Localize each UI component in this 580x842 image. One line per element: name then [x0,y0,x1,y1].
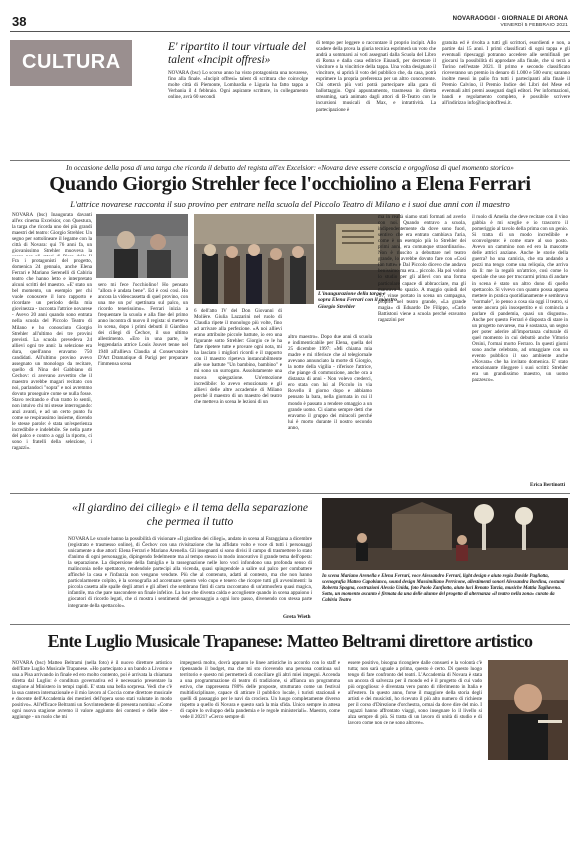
main-article-kicker: In occasione della posa di una targa che ricorda il debutto del regista all'ex Excelsior: «Novara deve essere conscia e orgogliosa di quel momento storico» [66,164,514,172]
photo-stage-image [322,498,568,570]
main-article-subhead: L'attrice novarese racconta il suo provino per entrare nella scuola del Piccolo Teatro di Milano e i suoi due anni con il maestro [70,199,510,209]
divider-rule [10,624,570,625]
masthead [453,16,568,28]
issue-date: VENERDÌ 5 FEBBRAIO 2021 [500,23,568,28]
section-rubric [10,40,132,86]
main-article-headline: Quando Giorgio Strehler fece l'occhiolino a Elena Ferrari [49,173,531,195]
sec3-col-3: essere positivo, bisogna ricongiere dalle consueti e la volontà c'è tutta; non sarà uguale a prima, questo è certo. Di questo luogo tengo di fare confronto del teatri. L'Accademia di Novara è stata un ancora di salvezza per il mondo ed è il progetto di cui vado più orgoglioso: è diventata vero punto di riferimento in Italia e all'estero. In questo anno, forse il maggiore della storia degli artisti e dei musicisti, ho ricevuto il più alto numero di richieste per il corso d'Direzione d'orchestra, ormai da dove dire del mio. I ragazzi hanno affrontato viaggi, sono insegnare lo il livello si alza sempre di più. Si tratta di un lavoro di unità di studio e di lavoro come non ce ne sono altrove». [348,660,482,727]
sec2-headline: «Il giardino dei ciliegi» e il tema della separazione che permea il tutto [72,502,308,528]
masthead-title: NOVARAOGGI - GIORNALE DI ARONA [452,16,568,22]
photo-portrait-image [96,214,188,278]
photo-ceremony-image [194,214,314,304]
main-article-col-6: il ruolo di Amelia che deve recitare con il vino gabbia è mi sceglie e io trascorro il pomeriggio al tavolo della prima con un genio. Si tratta di un modo incredibile e sconvolgente: è come stare al suo posto. Avevo un cammino non ed ero la mascotte delle attrici anziane. Anche le storie della guerra? ho una camicia, che sta andando a pezzi ma tengo come una reliquia, che arriva da lì: me la regalò un'attrice, così come lo speciale che uso per truccarmi prima di andare in scena è stato un altro dono di quello spettacolo. Si vivevo con quanto possa appena mettere in pratica quotidianamente e sembrava "normale", io penso a cosa sia oggi il teatro, si sente ancora più insospettito e si comincia a parlare di pandemia, quasi un disgusto». Anche per questo Ferrari è disposta di stare in un progetto novarese, ma è sostanza, un segno per poter aderire all'importanza culturale di quel momento in cui debuttò anche Vittorio Orsini, l'ormai morto Ferraro. In questi giorni sono anche celebrato, ad omaggiare con un evento pubblico il suo ambiente anche «Novara» che ha invitato domenica. E' stato emozionante rileggere i suoi scritti: Strehler era un grandissimo maestro, un uomo pazzesco». [472,214,568,384]
photo-portrait [96,214,188,278]
photo-conductor [488,660,568,760]
main-article-col-1a: NOVARA (bsc) Inaugurata davanti all'ex cinema Excelsior, con Questura, la targa che ricorda uno dei più grandi maestri del teatro: Giorgio Strehler. Un segno per sottolineare il legame con la città di Novara: qui 76 anni fa, un giovanissimo Strehler muoveva la [12,212,92,255]
rubric-label: CULTURA [22,51,121,73]
top-article-col-3: gratuita ed è rivolta a tutti gli scrittori, esordienti e non, a partire dai 15 anni. I primi classificati di ogni tappa e gli eventuali ripescaggi potranno accedere alle semifinali per giocarsi la possibilità di approdare alla finale, che si terrà a Torino nell'estate 2021. Il primo e secondo classificato riceveranno un premio in denaro di 1.000 e 500 euro; saranno inoltre messi in palio fra tutti i partecipanti alla finale il Premio Calvino, il Premio Indice dei Libri del Mese ed eventuali altri premi assegnati dagli editori. Per informazioni, bandi e regolamento completo, è possibile scrivere all'indirizzo info@incipitoffresi.it. [442,40,570,107]
main-article-signature: Erica Bertinotti [530,482,566,488]
sec2-photo-caption: In scena Mariano Arenella e Elena Ferrari, voce Alessandro Ferrari, light design e aiuto regia Davide Pagliotta, scenografia Matteo Capobianco, sound design Massimiliano Perricone, allestimenti sonori Alessandra Bordina, costumi Roberta Spagna, costruzioni Alessio Unida, foto Paolo Zanfiotto, aiuto luci Renato Tarzia, musiche Mattia Tagliavena. Sotto, un momento ascanto è firmata da una delle alunne del progetto di alternanza «il teatro nella zona» curato da Cabiria Teatro [322,574,565,603]
photo-conductor-image [488,660,568,760]
main-article-col-4: altro maestro». Dopo due anni di scuola e indimenticabile per Elena, quella del 25 dicembre 1997: «Mi chiama mia madre e mi riferisce che al telegiornale avevano annunciato la morte di Giorgio, la notte della vigilia - riferisce l'attrice, che piange di commozione, anche ora a distanza di anni - Non volevo crederci, ero stata con lui al Piccolo in via Rovello il giorno dopo e abbiamo pensato la bara, nella giornata in cui il mondo è passato a rendere omaggio a un grande uomo. Ci siamo sempre detti che eravamo il gruppo dei miracoli perché lui è morto durante il nostro secondo anno, [288,334,372,431]
photo-ceremony [194,214,314,304]
sec3-col-1: NOVARA (bsc) Matteo Beltrami (nella foto) è il nuovo direttore artistico dell'Ente Luglio Musicale Trapanese. «Ho partecipato a un bando a Livorno e una a Pisa arrivando in finale ed ero molto contento, poi è arrivata la chiamata diretta dal Luglio: è conditura governativa ed è necessario presentare la stagione al Ministero in tempi rapidi. E' stata una bella sorpresa. Vedi che c'è la sua cantera internazionale e il mio lavoro al Coccia come direttore musicale e docente dell'Accademia dei mestieri dell'opera sono stati valutate in modo positivo». All'efficace Beltrami un Sovrintendente di presenta nomina: «Come ogni nuova stagione avremo il valore aggiunto dei contesti e delle idee - aggiunge - un ruolo che mi [12,660,172,721]
main-photo-caption: L'inaugurazione della targa e sopra Elena Ferrari con il maestro Giorgio Strehler [318,291,397,310]
main-article-col-5: ma in realtà siamo stati formati ad averlo con noi. Quando entravo a scuola, indipendentemente da dove sono fuori, sentivo che era entrato cambiava l'aria, come è un esempio più lo Strehler dei primi anni, era comunque straordinario». Non è riuscito a debuttare nel teatro grande, lo avrebbe dovuto fare con «Così fan tutte» e Dal Piccolo dicevo che andava benissimo ma era... piccolo. Ha poi voluto lo studio per gli allievi con una forma particolare capace di abbracciare, ma gli mancava lo spazio. A maggio quindi del '97, vinse portato in scena un campagna, proprio nel teatro grande, «La grande magia» di Eduardo De Filippo, «Carlo Battistoni viene a scuola perché eravamo ragazzini per [378,214,466,323]
photo-stage [322,498,568,570]
page-header [0,0,580,36]
main-article-col-1b: Fra i protagonisti del progetto, domenica 24 gennaio, anche Elena Ferrari e Mariano Serenelli di Cabiria teatro che hanno letto e interpretato alcuni scritti del maestro. «E' stato un bel momento, un esempio per chi vuole conoscere il loro rapporto e ricordare un periodo della mia giovinezza - racconta l'attrice novarese - Avevo 20 anni quando sono entrata nella scuola del Piccolo Teatro di Milano e ho conosciuto Giorgio Strehler all'ultimo dei tre provini previsti. La scuola prevedeva 24 allievi ogni tre anni: la selezione era dura, quell'anno eravamo 750 candidati. All'ultimo provino avevo assegnato un monologo da recitare, quello di Nina del Gabbiano di Cechov: ci avevano avvertito che il maestro avrebbe magari recitato con noi, parlandoci "sopra" e noi avremmo dovuto proseguire come se nulla fosse. Stavo recitando e d'un tratto lo sentii, non intuivo chi mi stesse interrogando: anzi avanti, e ad un certo punto fu come se respirassimo insieme, dicendo le stesse parole: è stata un'esperienza incredibile e indelebile. Se nella parte del palco e contro a oggi la riporto, ci sono i fratelli della selezione, i ragazzi». [12,258,92,452]
divider-rule [10,160,570,161]
sec2-signature: Greta Wieth [283,614,311,620]
divider-rule [10,493,570,494]
sec2-body: NOVARA Le scuole hanno la possibilità di visionare «Il giardino dei ciliegi», andato in scena al Faraggiana a dicembre (registrato e trasmesso online), di Čechov con una rivisitazione che ha affidato volto e voce di tutti i personaggi unicamente a due attori: Elena Ferrari e Mariano Arenella. Gli insegnanti si sono divisi il campo di trasmettere lo stato d'animo di ogni personaggio, dipingendo fedelmente ma al tempo stesso in modo innovativo il grande tema dell'opera: la separazione. La dispersione della famiglia e la rassegnazione nelle loro voci infondono una profonda senso di malinconia nelle spettatore, rendendole partecipi alla vicenda, quasi spingendole a salire sul palco per combattere affinché la casa e l'infanzia non vengano vendute. Più che al contenuto, adatti al contesto, ma che non hanno particolarmente colpito, è la scenografia ad accentuare questo velo cupo e tenero che ricopre tutti gli avvenimenti: la piccola casetta alle spalle degli attori e gli alberi che sembrano finti di carta raccontano di un'atmosfera quasi magica, infantile, ma che pare nascondere un finale infelice. La luce che diventa calda e accogliente quando in scena appaiono i giocatori di ricordo legati, che ci mostra i sentimenti del personaggio a ogni loro passo, divenendo con stessa parte integrante della spettacolo». [68,536,312,609]
main-article-col-2: sero mi fece l'occhiolino! Ho pensato "allora è andata bene". Ed è così così. Ho ancora la videocassetta di quel provino, con una me un po' spettinata sul palco, un ricordo tenerissimo». Ferrari inizia a frequentare la scuola e alla fine del primo anno incontra di nuovo il regista: si metteva in scena, dopo i primi debutti il Giardino dei ciliegi di Čechov, il suo ultimo allestimento. «Ero in una parte, le leggendaria attrice Louis Jouvet tenne nel 1940 all'allieva Claudia al Conservatoire D'Art Dramatique di Parigi per preparare l'immensa scena [98,282,188,367]
sec3-col-2: impegnerà molto, dovrà appunto le linee artistiche in accordo con lo staff e ripensando il budget, ma che mi sto ricevendo una persona continua sul territorio e questo mi permetterà di conciliare gli altri miei impegni. Accenda a una programmazione di teatro di tradizione, si affianca un programma estivo, che rappresenta l'80% delle proposte, strutturato come un festival multidisciplinare, capace di attirare il pubblico locale, i turisti stazionali e quelli di passaggio per le navi da crociera. Un luogo completamente diverso rispetto a quello di Novara e questo sarà la mia sfida. Unico sempre in attesa di capire lo sviluppo della pandemia e le regole ministeriali». Maestro, come vede il 2021? «Cerco sempre di [180,660,340,721]
page-number: 38 [12,14,27,29]
main-article-col-3: 6 dell'atto IV del Don Giovanni di Molière. Giulia Lazzarini nel ruolo di Claudia ripete il monologo più volte, fino ad arrivare alla perfezione. «A noi allievi erano attribuite piccole battute, io ero una figurante sotto Strehler: Giorgio ce le ha fatte ripetere tutte e provare ogni nota, mi ha lasciato i migliori ricordi e il rapporto con il maestro ripeteva instancabilmente alle sue battute "Un bambino, bambino" e mi sono un surrogato. Assolutamente una nuova spiegazione. Un'emozione incredibile: lo avevo emozionato e gli allievi delle altre accademie di Milano perché il maestro di un maestro del teatro che metteva in scena le lezioni di un [194,308,282,405]
top-article-col-1: NOVARA (bsc) Lo scorso anno ha visto protagonista una novarese, fino alla finale. «Incipit offresi» talent di scrittura che coinvolge molte città di Piemonte, Lombardia e Liguria ha fatto tappa a Verbania il 4 febbraio. Ogni aspirante scrittore, in collegamento online, avrà 60 secondi [168,70,308,101]
header-rule [10,31,570,32]
sec3-headline: Ente Luglio Musicale Trapanese: Matteo Beltrami direttore artistico [47,631,533,651]
top-article-col-2: di tempo per leggere o raccontare il proprio incipit. Allo scadere della prova la giuria tecnica esprimerà un voto che andrà a sommarsi ai voti assegnati dalla Scuola del Libro di Roma e dalla casa editrice Einaudi, per decretare il vincitore o la vincitrice della tappa. Una volta designato il vincitore, si aprirà il voto del pubblico che, da casa, potrà esprimere la propria preferenza per un altro concorrente. Chi otterrà più voti potrà partecipare alla gara di ballottaggio. Ogni appuntamento, trasmesso in diretta streaming, sarà animato dagli attori di B-Teatro con le incursioni musicali di Max, e intrattività. La partecipazione è [316,40,436,113]
top-article-headline: E' ripartito il tour virtuale del talent «Incipit offresi» [168,41,307,66]
